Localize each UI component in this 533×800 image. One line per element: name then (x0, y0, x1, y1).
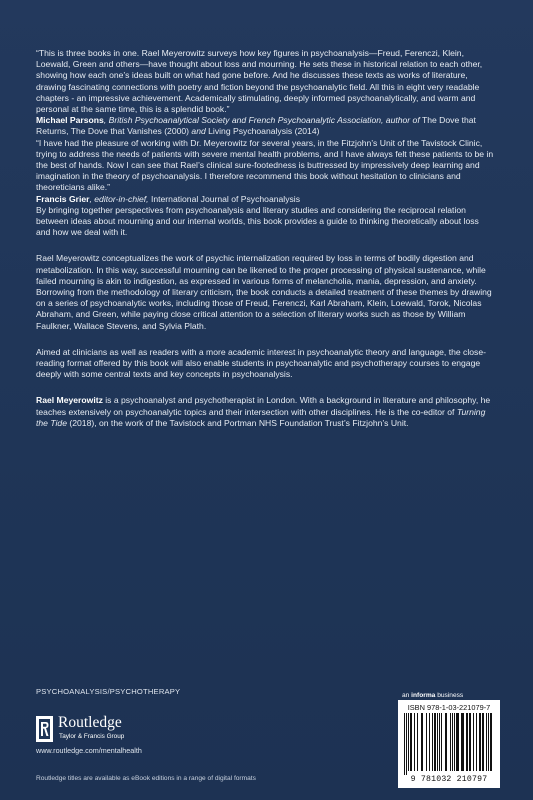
barcode-bar (461, 713, 464, 771)
review-attribution-grier (36, 194, 494, 205)
barcode-bar (432, 713, 433, 771)
barcode-bar (441, 713, 442, 771)
informa-brand: informa (411, 692, 436, 699)
barcode-bar (456, 713, 459, 771)
barcode-bar (439, 713, 440, 771)
reviewer-and: and (191, 126, 206, 137)
publisher-url: www.routledge.com/mentalhealth (36, 746, 142, 755)
cover-text (36, 48, 494, 429)
barcode-icon (402, 713, 496, 775)
barcode-bar (445, 713, 447, 771)
reviewer-journal: International Journal of Psychoanalysis (148, 193, 301, 204)
ebook-note: Routledge titles are available as eBook editions in a range of digital formats (36, 775, 256, 782)
routledge-logo-icon (36, 716, 53, 742)
reviewer-book-2-year: (2014) (294, 126, 320, 137)
barcode-bar (450, 713, 451, 771)
review-quote-grier: “I have had the pleasure of working with Dr. Meyerowitz for several years, in the Fitzjohn’s Unit of the Tavistock Clinic, trying to address the needs of patients with severe mental health problems, and I have always felt these patients to be in the best of hands. Now I can see that Rael’s clinical sure-footedness is buttressed by impressively deep learning and imagination in the theory of psychoanalysis. I therefore recommend this book without hesitation to clinicians and theoreticians alike.” (36, 137, 494, 193)
barcode-bar (488, 713, 489, 771)
barcode-bar (469, 713, 471, 771)
barcode-bar (421, 713, 423, 771)
reviewer-name: Francis Grier (36, 193, 90, 204)
barcode-bar (408, 713, 409, 771)
barcode-bar (426, 713, 427, 771)
barcode-bar (452, 713, 453, 771)
subject-category: PSYCHOANALYSIS/PSYCHOTHERAPY (36, 687, 181, 696)
author-bio-text: is a psychoanalyst and psychotherapist in London. With a background in literature and philosophy, he teaches extensively on psychoanalytic topics and their intersection with other disciplines. He is the co-editor of (36, 395, 491, 417)
reviewer-book-1: The Dove that Returns, The Dove that Vanishes (36, 115, 476, 137)
barcode-bar (414, 713, 415, 771)
reviewer-name: Michael Parsons (36, 115, 104, 126)
informa-suffix: business (435, 692, 464, 699)
barcode-bar (476, 713, 477, 771)
barcode-bar (406, 713, 407, 775)
isbn-barcode (398, 700, 500, 788)
barcode-bar (473, 713, 474, 771)
barcode-bar (404, 713, 405, 775)
barcode-bar (482, 713, 484, 771)
reviewer-book-2: Living Psychoanalysis (205, 126, 295, 137)
barcode-bar (434, 713, 436, 771)
barcode-bar (417, 713, 418, 771)
publisher-group: Taylor & Francis Group (59, 733, 125, 740)
informa-tagline (402, 692, 463, 699)
review-quote-parsons: “This is three books in one. Rael Meyerowitz surveys how key figures in psychoanalysis—Freud, Ferenczi, Klein, Loewald, Green and others—have thought about loss and mourning. He sets these in historical relation to each other, showing how each one’s ideas built on what had gone before. And he discusses these texts as works of literature, drawing fascinating connections with poetry and fiction beyond the psychoanalytic field. All this in eight very readable chapters - an impressive achievement. Academically stimulating, deeply informed psychoanalytically, and warm and personal at the same time, this is a splendid book.” (36, 48, 483, 115)
reviewer-affiliation: , British Psychoanalytical Society and French Psychoanalytic Association, author of (103, 115, 420, 126)
barcode-bar (410, 713, 412, 771)
review-attribution-parsons (36, 115, 494, 137)
barcode-bar (454, 713, 455, 771)
description-paragraph-3: Aimed at clinicians as well as readers with a more academic interest in psychoanalytic theory and language, the close-reading format offered by this book will also enable students in psychoanalytic and psychotherapy courses to engage deeply with some central texts and key concepts in psychoanalysis. (36, 346, 486, 380)
barcode-bar (490, 713, 492, 771)
author-bio (36, 395, 494, 429)
barcode-bar (486, 713, 487, 771)
informa-prefix: an (402, 692, 412, 699)
author-bio-rest: (2018), on the work of the Tavistock and Portman NHS Foundation Trust’s Fitzjohn’s Unit. (66, 417, 409, 428)
description-paragraph-2: Rael Meyerowitz conceptualizes the work of psychic internalization required by loss in terms of bodily digestion and metabolization. In this way, successful mourning can be likened to the proper processing of physical sustenance, while failed mourning is akin to indigestion, as expressed in various forms of melancholia, mania, depression, and anxiety. Borrowing from the methodology of literary criticism, the book conducts a detailed treatment of these themes by drawing on a series of psychoanalytic works, including those of Freud, Ferenczi, Karl Abraham, Klein, Loewald, Torok, Nicolas Abraham, and Green, while paying close critical attention to a selection of literary works such as those by William Faulkner, Wallace Stevens, and Sylvia Plath. (36, 253, 492, 331)
isbn-label: ISBN 978-1-03-221079-7 (407, 703, 491, 712)
barcode-bar (429, 713, 430, 771)
barcode-bar (437, 713, 438, 771)
barcode-digits: 9 781032 210797 (410, 775, 488, 784)
author-name: Rael Meyerowitz (36, 395, 103, 406)
barcode-bar (479, 713, 481, 771)
author-bio-book: Turning the Tide (36, 406, 486, 428)
barcode-bar (466, 713, 468, 771)
reviewer-role: , editor-in-chief, (89, 193, 149, 204)
publisher-name: Routledge (58, 714, 122, 731)
description-paragraph-1: By bringing together perspectives from psychoanalysis and literary studies and considering the reciprocal relation between ideas about mourning and our internal worlds, this book provides a guide to thinking theoretically about loss and how we deal with it. (36, 204, 479, 238)
reviewer-book-1-year: (2000) (164, 126, 192, 137)
